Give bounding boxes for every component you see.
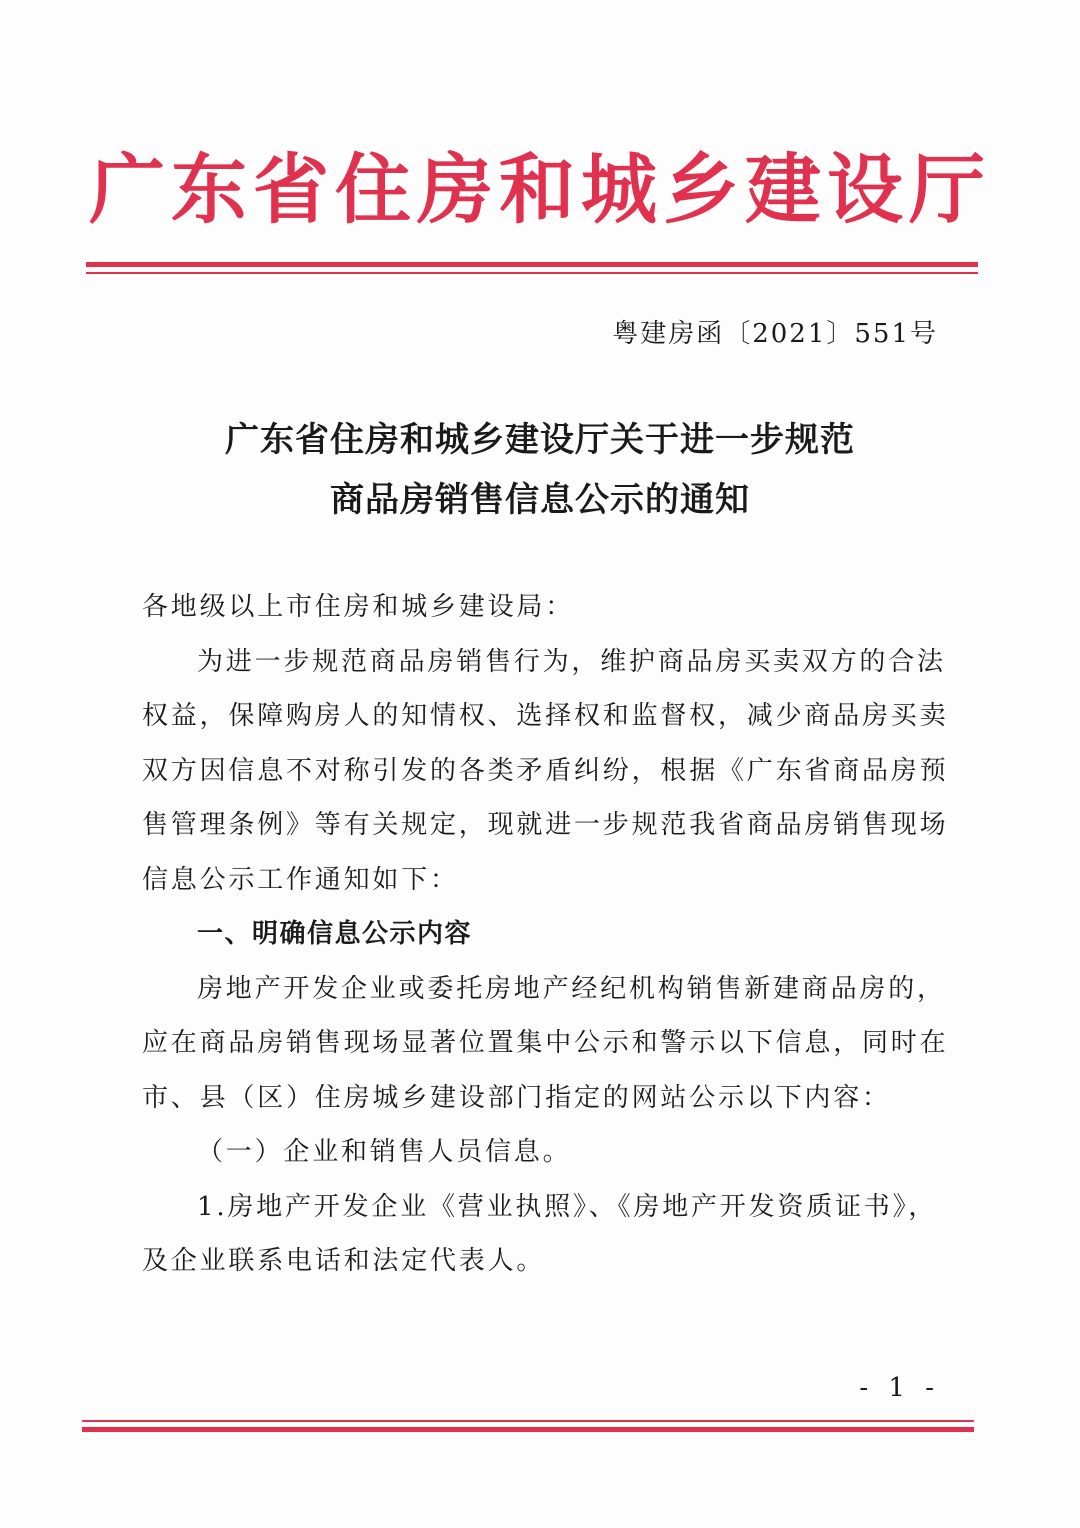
paragraph-1-line-4: 售管理条例》等有关规定，现就进一步规范我省商品房销售现场 bbox=[142, 810, 949, 840]
document-body bbox=[142, 580, 949, 1289]
footer-rule-thin bbox=[82, 1420, 974, 1422]
paragraph-2-line-1: 房地产开发企业或委托房地产经纪机构销售新建商品房的， bbox=[197, 973, 946, 1004]
paragraph-1-line-1: 为进一步规范商品房销售行为，维护商品房买卖双方的合法 bbox=[197, 646, 946, 677]
paragraph-2-line-3: 市、县（区）住房城乡建设部门指定的网站公示以下内容： bbox=[142, 1082, 891, 1113]
section-heading-1: 一、明确信息公示内容 bbox=[197, 919, 473, 949]
document-title bbox=[0, 410, 1080, 530]
page-number: - 1 - bbox=[859, 1373, 940, 1403]
footer-rule-thick bbox=[82, 1427, 974, 1432]
item-1-line-1: 1.房地产开发企业《营业执照》、《房地产开发资质证书》， bbox=[197, 1191, 938, 1222]
item-1-line-2: 及企业联系电话和法定代表人。 bbox=[142, 1246, 546, 1276]
document-title-line-2: 商品房销售信息公示的通知 bbox=[330, 480, 750, 520]
masthead-rule-thin bbox=[86, 272, 978, 274]
document-title-line-1: 广东省住房和城乡建设厅关于进一步规范 bbox=[225, 420, 855, 460]
document-number: 粤建房函〔2021〕551号 bbox=[612, 319, 938, 349]
masthead-title: 广东省住房和城乡建设厅 bbox=[89, 145, 991, 234]
subheading-1: （一）企业和销售人员信息。 bbox=[197, 1137, 572, 1167]
masthead-rule-thick bbox=[86, 262, 978, 267]
paragraph-1-line-5: 信息公示工作通知如下： bbox=[142, 864, 459, 895]
paragraph-1-line-2: 权益，保障购房人的知情权、选择权和监督权，减少商品房买卖 bbox=[142, 701, 949, 731]
paragraph-1-line-3: 双方因信息不对称引发的各类矛盾纠纷，根据《广东省商品房预 bbox=[142, 755, 949, 786]
paragraph-2-line-2: 应在商品房销售现场显著位置集中公示和警示以下信息，同时在 bbox=[142, 1028, 949, 1058]
salutation: 各地级以上市住房和城乡建设局： bbox=[142, 592, 575, 622]
